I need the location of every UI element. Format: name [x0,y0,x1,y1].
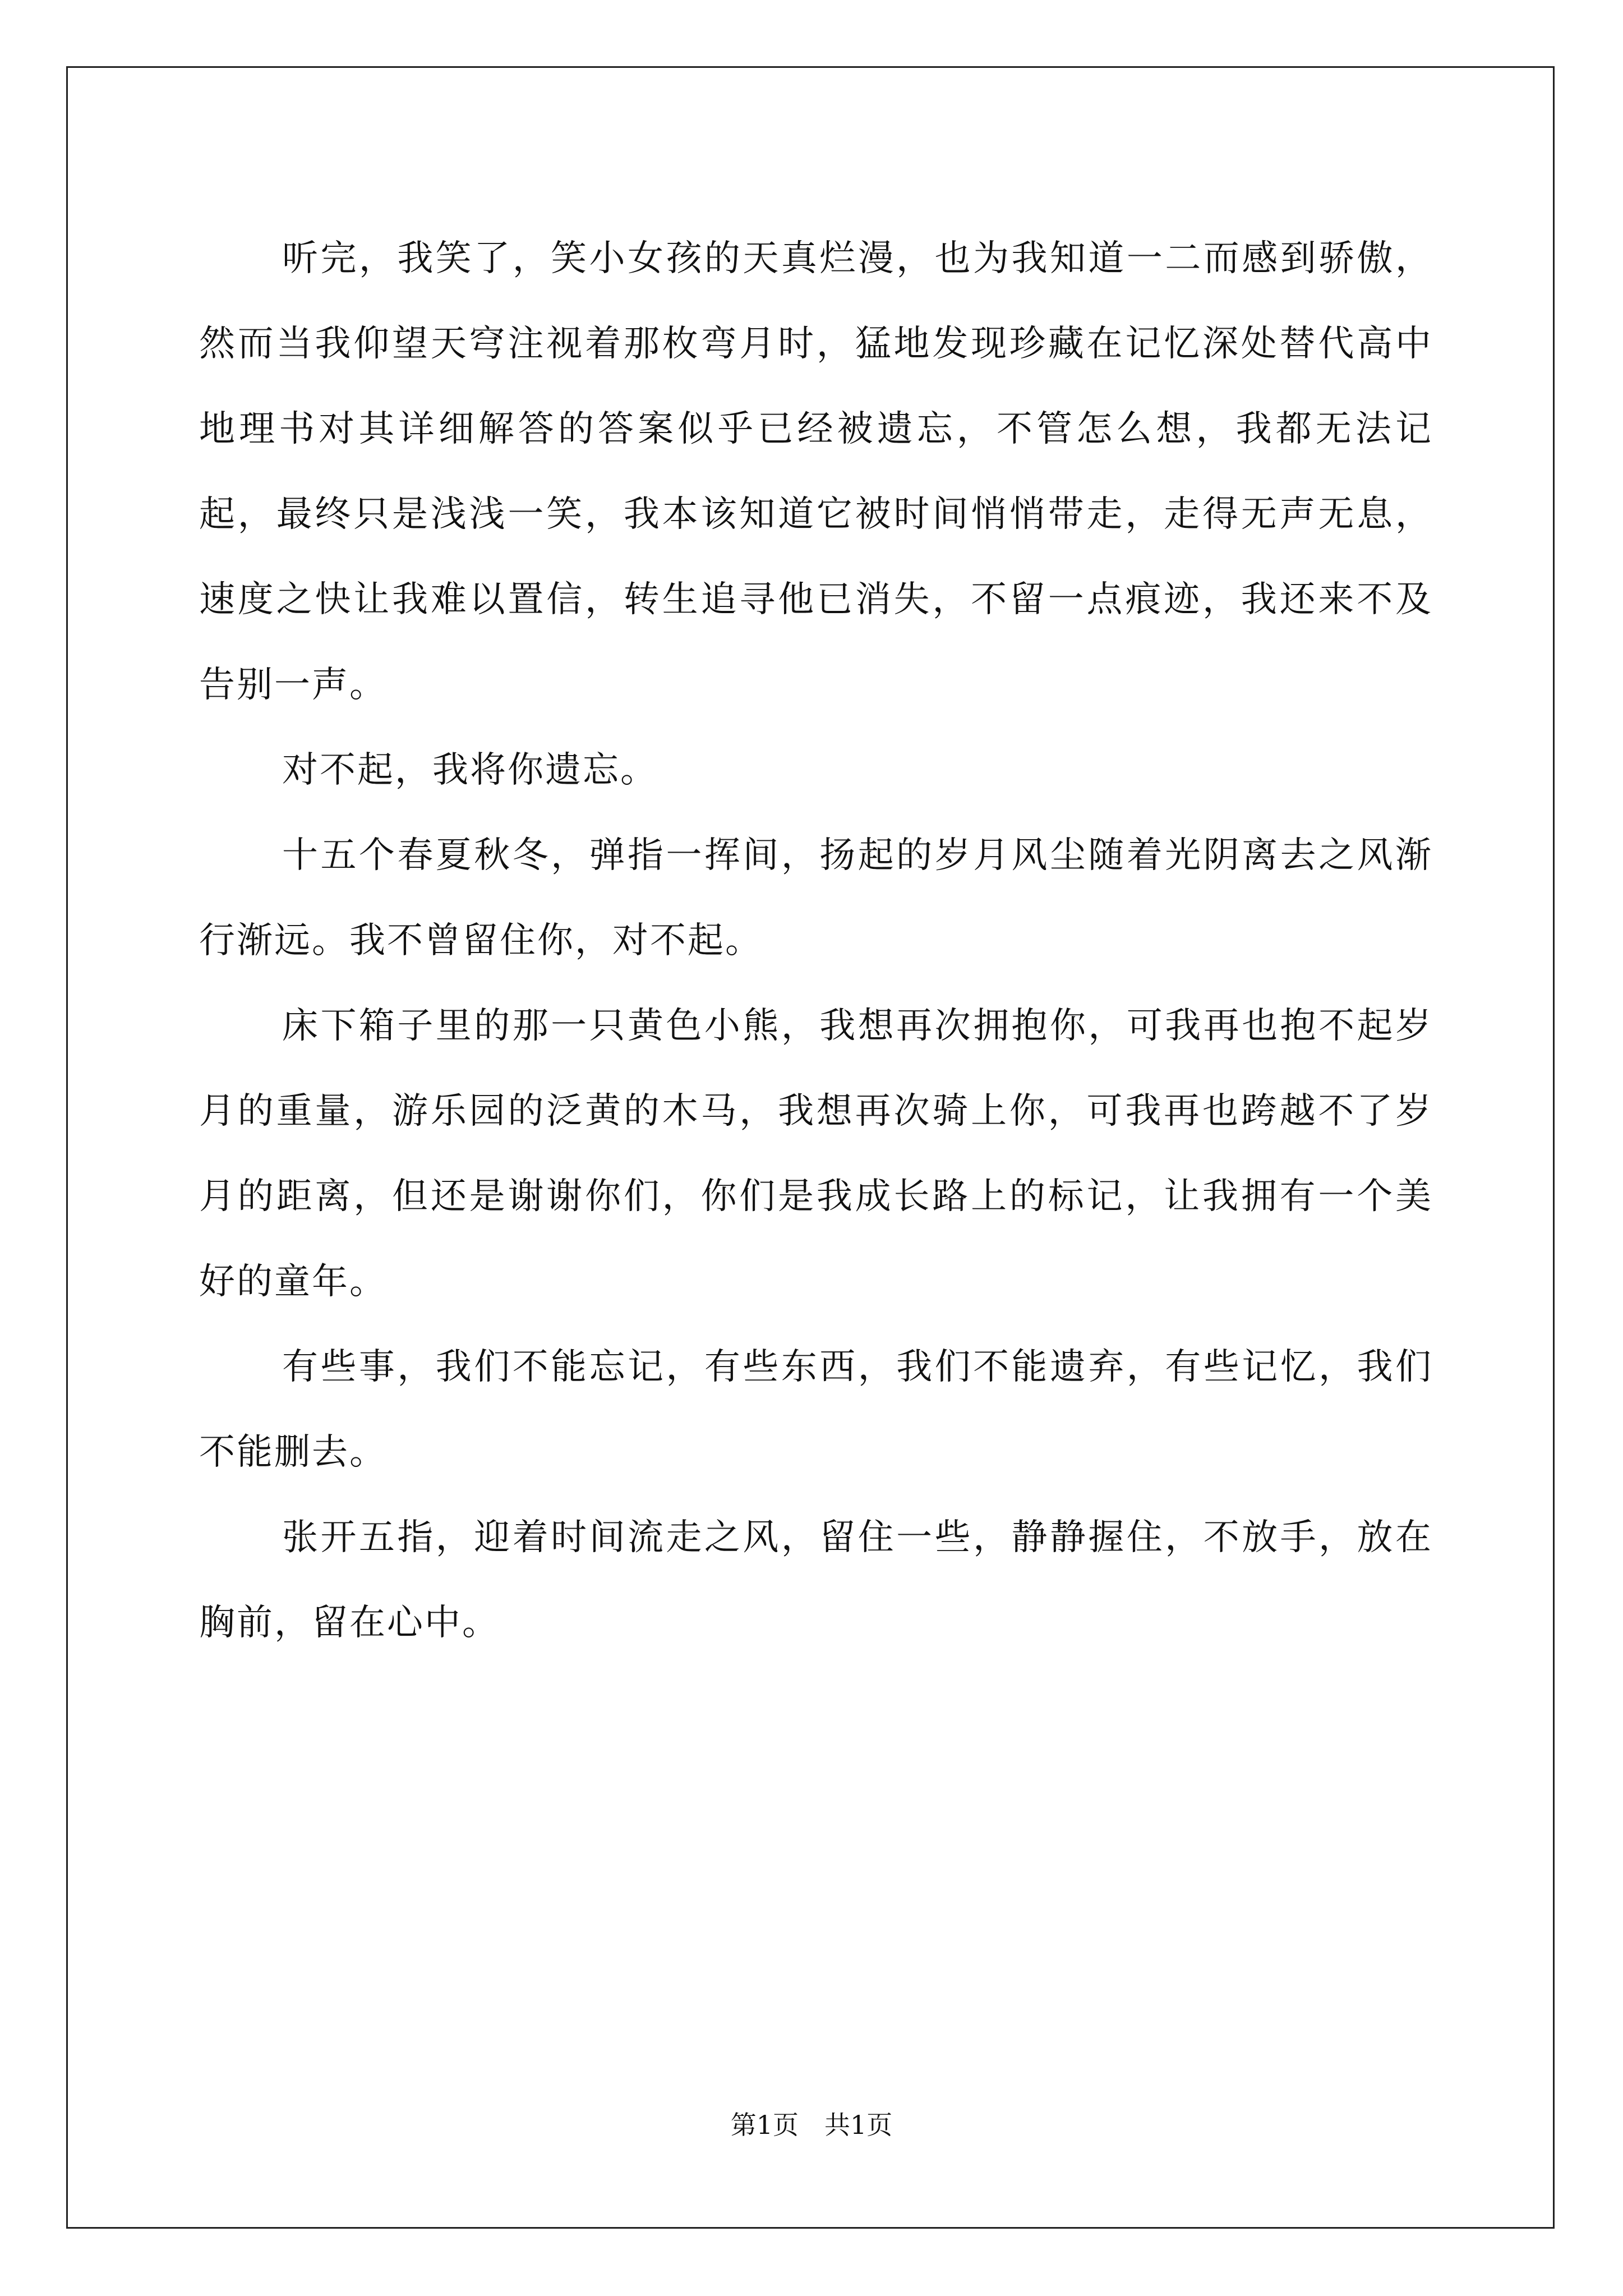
paragraph-5: 有些事，我们不能忘记，有些东西，我们不能遗弃，有些记忆，我们不能删去。 [199,1346,1433,1473]
page-number-footer: 第1页 共1页 [730,2110,893,2140]
paragraph-3: 十五个春夏秋冬，弹指一挥间，扬起的岁月风尘随着光阴离去之风渐行渐远。我不曾留住你，对不起。 [199,835,1433,961]
document-body [199,216,1433,1665]
paragraph-1: 听完，我笑了，笑小女孩的天真烂漫，也为我知道一二而感到骄傲，然而当我仰望天穹注视着那枚弯月时，猛地发现珍藏在记忆深处替代高中地理书对其详细解答的答案似乎已经被遗忘，不管怎么想，我都无法记起，最终只是浅浅一笑，我本该知道它被时间悄悄带走，走得无声无息，速度之快让我难以置信，转生追寻他已消失，不留一点痕迹，我还来不及告别一声。 [199,238,1433,706]
paragraph-4: 床下箱子里的那一只黄色小熊，我想再次拥抱你，可我再也抱不起岁月的重量，游乐园的泛黄的木马，我想再次骑上你，可我再也跨越不了岁月的距离，但还是谢谢你们，你们是我成长路上的标记，让我拥有一个美好的童年。 [199,1005,1433,1303]
paragraph-2: 对不起，我将你遗忘。 [282,749,658,791]
paragraph-6: 张开五指，迎着时间流走之风，留住一些，静静握住，不放手，放在胸前，留在心中。 [199,1517,1433,1644]
